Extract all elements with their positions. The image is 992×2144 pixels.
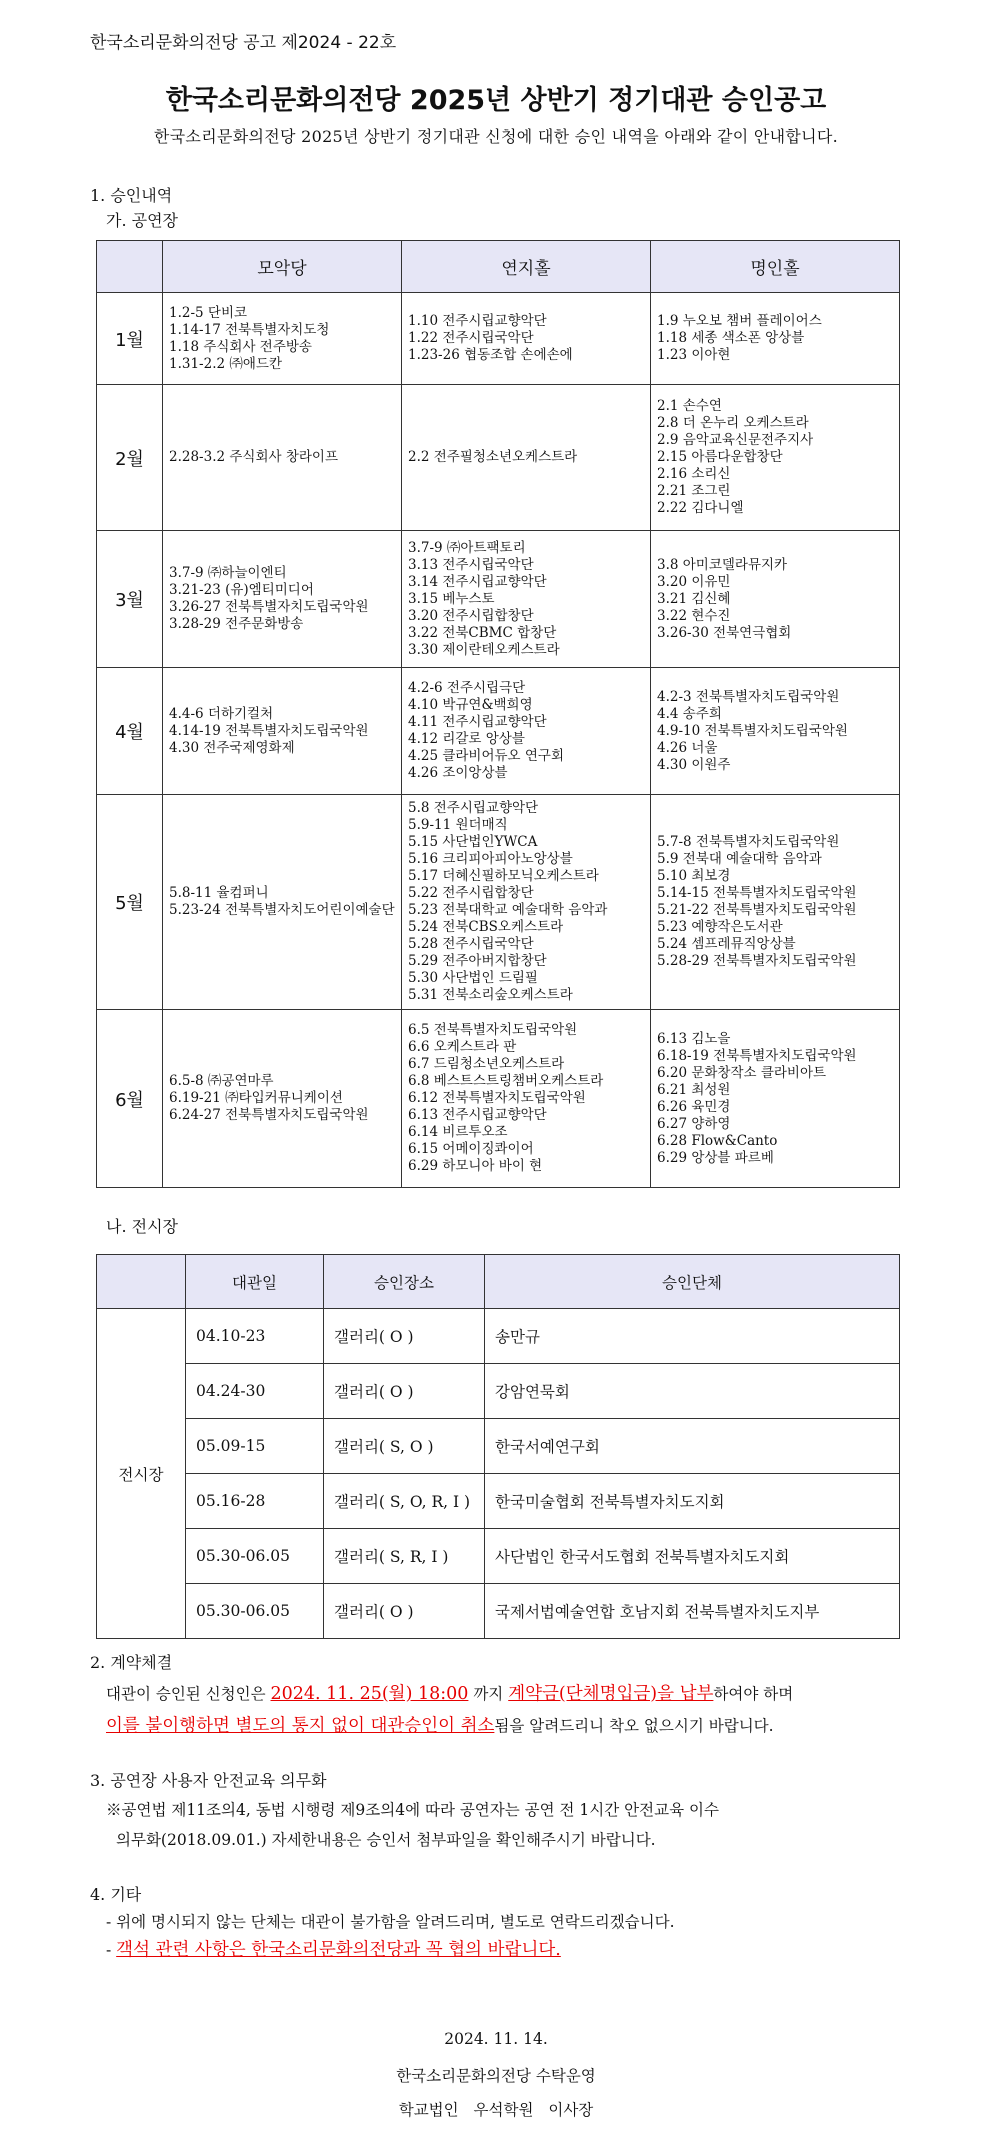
exhibition-place: 갤러리( O ) — [324, 1309, 485, 1364]
exhibition-place: 갤러리( O ) — [324, 1364, 485, 1419]
schedule-entry: 3.20 전주시립합창단 — [408, 607, 534, 624]
table-row — [97, 1309, 900, 1364]
schedule-cell-myeongin — [651, 293, 900, 385]
schedule-cell-moak — [163, 795, 402, 1010]
schedule-entry: 6.13 전주시립교향악단 — [408, 1107, 547, 1123]
schedule-entry: 3.15 베누스토 — [408, 590, 495, 607]
schedule-entry: 6.8 베스트스트링챔버오케스트라 — [408, 1073, 604, 1089]
schedule-entry: 6.26 육민경 — [657, 1098, 731, 1115]
misc-dash: - — [106, 1941, 117, 1959]
schedule-entry: 5.7-8 전북특별자치도립국악원 — [657, 834, 840, 850]
schedule-cell-yeonji — [402, 1010, 651, 1188]
schedule-cell-moak — [163, 531, 402, 668]
schedule-cell-myeongin — [651, 1010, 900, 1188]
schedule-entry: 1.2-5 단비코 — [169, 304, 248, 321]
schedule-entry: 5.16 크리피아피아노앙상블 — [408, 851, 573, 867]
month-label: 5월 — [97, 795, 163, 1010]
schedule-entry: 3.26-27 전북특별자치도립국악원 — [169, 599, 369, 615]
schedule-entry: 6.29 앙상블 파르베 — [657, 1149, 774, 1166]
schedule-entry: 5.31 전북소리숲오케스트라 — [408, 987, 573, 1003]
schedule-entry: 1.18 주식회사 전주방송 — [169, 338, 312, 355]
column-header: 모악당 — [163, 241, 402, 293]
schedule-entry: 2.9 음악교육신문전주지사 — [657, 432, 814, 448]
section2-heading: 2. 계약체결 — [90, 1653, 173, 1672]
table-row — [97, 1474, 900, 1529]
contract-deadline: 2024. 11. 25(월) 18:00 — [270, 1684, 469, 1704]
month-label: 1월 — [97, 293, 163, 385]
schedule-entry: 5.28-29 전북특별자치도립국악원 — [657, 953, 857, 969]
schedule-entry: 5.9 전북대 예술대학 음악과 — [657, 851, 822, 867]
schedule-entry: 5.23-24 전북특별자치도어린이예술단 — [169, 902, 395, 918]
column-header: 연지홀 — [402, 241, 651, 293]
schedule-entry: 3.22 현수진 — [657, 607, 731, 624]
performance-hall-table — [96, 240, 900, 1188]
schedule-entry: 5.9-11 원더매직 — [408, 817, 508, 833]
schedule-entry: 4.2-6 전주시립극단 — [408, 680, 526, 696]
schedule-entry: 2.1 손수연 — [657, 398, 722, 414]
schedule-entry: 6.5-8 ㈜공연마루 — [169, 1073, 274, 1089]
schedule-entry: 6.13 김노을 — [657, 1030, 731, 1047]
table-header-row — [97, 241, 900, 293]
table-row — [97, 1529, 900, 1584]
contract-text: 대관이 승인된 신청인은 — [106, 1685, 271, 1703]
schedule-entry: 6.28 Flow&Canto — [657, 1132, 778, 1149]
schedule-entry: 1.14-17 전북특별자치도청 — [169, 321, 330, 338]
schedule-entry: 5.22 전주시립합창단 — [408, 885, 534, 901]
footer-date: 2024. 11. 14. — [444, 2030, 548, 2048]
schedule-entry: 5.15 사단법인YWCA — [408, 834, 538, 850]
schedule-entry: 6.20 문화창작소 클라비아트 — [657, 1064, 827, 1081]
schedule-entry: 4.11 전주시립교향악단 — [408, 714, 547, 730]
month-label: 3월 — [97, 531, 163, 668]
schedule-entry: 4.12 리갈로 앙상블 — [408, 731, 525, 747]
schedule-entry: 5.28 전주시립국악단 — [408, 936, 534, 952]
schedule-entry: 4.26 너울 — [657, 739, 718, 756]
exhibition-place: 갤러리( S, R, I ) — [324, 1529, 485, 1584]
schedule-entry: 2.22 김다니엘 — [657, 500, 744, 516]
corner-cell — [97, 1255, 186, 1309]
table-row — [97, 293, 900, 385]
schedule-cell-moak — [163, 293, 402, 385]
exhibition-org: 한국미술협회 전북특별자치도지회 — [485, 1474, 900, 1529]
schedule-entry: 6.24-27 전북특별자치도립국악원 — [169, 1107, 369, 1123]
schedule-entry: 1.23 이아현 — [657, 347, 731, 363]
schedule-entry: 4.26 조이앙상블 — [408, 765, 508, 781]
table-row — [97, 531, 900, 668]
exhibition-date: 04.10-23 — [186, 1309, 324, 1364]
schedule-cell-yeonji — [402, 293, 651, 385]
schedule-entry: 3.20 이유민 — [657, 573, 731, 590]
schedule-entry: 4.25 클라비어듀오 연구회 — [408, 748, 565, 764]
contract-text: 까지 — [468, 1685, 509, 1703]
schedule-entry: 6.27 양하영 — [657, 1115, 731, 1132]
exhibition-org: 송만규 — [485, 1309, 900, 1364]
month-label: 4월 — [97, 668, 163, 795]
schedule-entry: 1.31-2.2 ㈜애드칸 — [169, 355, 283, 372]
month-label: 6월 — [97, 1010, 163, 1188]
exhibition-org: 한국서예연구회 — [485, 1419, 900, 1474]
exhibition-label: 전시장 — [97, 1309, 186, 1639]
exhibition-date: 05.30-06.05 — [186, 1584, 324, 1639]
exhibition-table — [96, 1254, 900, 1639]
schedule-entry: 6.18-19 전북특별자치도립국악원 — [657, 1047, 857, 1064]
misc-line-2 — [106, 1936, 561, 1961]
schedule-entry: 5.17 더혜신필하모닉오케스트라 — [408, 868, 599, 884]
contract-payment: 계약금(단체명입금)을 납부 — [508, 1684, 714, 1704]
schedule-cell-yeonji — [402, 531, 651, 668]
schedule-entry: 1.23-26 협동조합 손에손에 — [408, 347, 573, 363]
schedule-entry: 5.14-15 전북특별자치도립국악원 — [657, 885, 857, 901]
contract-text: 됨을 알려드리니 착오 없으시기 바랍니다. — [494, 1717, 774, 1735]
schedule-entry: 4.4-6 더하기컬처 — [169, 705, 274, 722]
schedule-cell-moak — [163, 668, 402, 795]
exhibition-org: 국제서법예술연합 호남지회 전북특별자치도지부 — [485, 1584, 900, 1639]
page-subtitle: 한국소리문화의전당 2025년 상반기 정기대관 신청에 대한 승인 내역을 아래와 같이 안내합니다. — [153, 127, 839, 146]
schedule-cell-myeongin — [651, 385, 900, 531]
table-row — [97, 385, 900, 531]
schedule-cell-yeonji — [402, 385, 651, 531]
schedule-entry: 5.21-22 전북특별자치도립국악원 — [657, 902, 857, 918]
schedule-cell-myeongin — [651, 795, 900, 1010]
schedule-entry: 6.14 비르투오조 — [408, 1124, 508, 1140]
schedule-entry: 1.10 전주시립교향악단 — [408, 313, 547, 329]
schedule-entry: 5.24 셈프레뮤직앙상블 — [657, 936, 796, 952]
schedule-entry: 3.21-23 (유)엠티미디어 — [169, 582, 314, 598]
footer-org: 한국소리문화의전당 수탁운영 — [396, 2067, 596, 2085]
schedule-cell-moak — [163, 385, 402, 531]
section3-heading: 3. 공연장 사용자 안전교육 의무화 — [90, 1771, 327, 1790]
schedule-entry: 5.10 최보경 — [657, 868, 731, 884]
table-row — [97, 795, 900, 1010]
schedule-entry: 3.28-29 전주문화방송 — [169, 616, 304, 632]
schedule-entry: 5.30 사단법인 드림필 — [408, 970, 538, 986]
schedule-cell-moak — [163, 1010, 402, 1188]
column-header: 명인홀 — [651, 241, 900, 293]
contract-line-1 — [106, 1680, 793, 1705]
exhibition-date: 05.09-15 — [186, 1419, 324, 1474]
schedule-entry: 6.19-21 ㈜타입커뮤니케이션 — [169, 1090, 343, 1106]
schedule-entry: 4.4 송주희 — [657, 705, 722, 722]
column-header: 승인장소 — [324, 1255, 485, 1309]
schedule-entry: 1.18 세종 색소폰 앙상블 — [657, 330, 805, 346]
schedule-entry: 5.23 전북대학교 예술대학 음악과 — [408, 902, 608, 918]
schedule-entry: 6.21 최성원 — [657, 1081, 731, 1098]
schedule-entry: 4.14-19 전북특별자치도립국악원 — [169, 722, 369, 739]
schedule-entry: 3.8 아미코델라뮤지카 — [657, 556, 788, 573]
exhibition-org: 사단법인 한국서도협회 전북특별자치도지회 — [485, 1529, 900, 1584]
schedule-entry: 3.7-9 ㈜아트팩토리 — [408, 539, 526, 556]
misc-line-1: - 위에 명시되지 않는 단체는 대관이 불가함을 알려드리며, 별도로 연락드리겠습니다. — [106, 1913, 675, 1931]
table-row — [97, 1584, 900, 1639]
column-header: 대관일 — [186, 1255, 324, 1309]
schedule-entry: 2.2 전주필청소년오케스트라 — [408, 449, 578, 465]
table-row — [97, 668, 900, 795]
exhibition-org: 강암연묵회 — [485, 1364, 900, 1419]
exhibition-date: 05.16-28 — [186, 1474, 324, 1529]
exhibition-place: 갤러리( S, O ) — [324, 1419, 485, 1474]
section1-sub-a: 가. 공연장 — [106, 211, 178, 230]
schedule-entry: 6.15 어메이징콰이어 — [408, 1141, 534, 1157]
section4-heading: 4. 기타 — [90, 1885, 142, 1904]
schedule-entry: 2.28-3.2 주식회사 창라이프 — [169, 449, 338, 465]
schedule-entry: 3.13 전주시립국악단 — [408, 556, 534, 573]
schedule-cell-myeongin — [651, 531, 900, 668]
page-title: 한국소리문화의전당 2025년 상반기 정기대관 승인공고 — [165, 85, 827, 116]
schedule-entry: 2.16 소리신 — [657, 466, 731, 482]
contract-text: 하여야 하며 — [713, 1685, 794, 1703]
exhibition-date: 04.24-30 — [186, 1364, 324, 1419]
schedule-entry: 4.2-3 전북특별자치도립국악원 — [657, 688, 840, 705]
schedule-entry: 2.15 아름다운합창단 — [657, 449, 783, 465]
table-row — [97, 1419, 900, 1474]
schedule-entry: 5.29 전주아버지합창단 — [408, 953, 547, 969]
schedule-entry: 5.8-11 율컴퍼니 — [169, 885, 269, 901]
schedule-cell-yeonji — [402, 795, 651, 1010]
schedule-entry: 6.7 드림청소년오케스트라 — [408, 1056, 565, 1072]
schedule-entry: 4.30 전주국제영화제 — [169, 739, 295, 756]
corner-cell — [97, 241, 163, 293]
schedule-entry: 3.22 전북CBMC 합창단 — [408, 624, 557, 641]
schedule-entry: 6.12 전북특별자치도립국악원 — [408, 1090, 586, 1106]
schedule-entry: 3.26-30 전북연극협회 — [657, 624, 792, 641]
schedule-entry: 1.9 누오보 챔버 플레이어스 — [657, 313, 822, 329]
schedule-cell-myeongin — [651, 668, 900, 795]
misc-warning: 객석 관련 사항은 한국소리문화의전당과 꼭 협의 바랍니다. — [116, 1940, 561, 1960]
schedule-entry: 5.24 전북CBS오케스트라 — [408, 919, 564, 935]
exhibition-place: 갤러리( S, O, R, I ) — [324, 1474, 485, 1529]
schedule-entry: 2.21 조그린 — [657, 483, 731, 499]
document-number: 한국소리문화의전당 공고 제2024 - 22호 — [90, 33, 397, 53]
schedule-entry: 4.30 이원주 — [657, 756, 731, 773]
schedule-entry: 4.10 박규연&백희영 — [408, 697, 533, 713]
contract-line-2 — [106, 1712, 774, 1737]
table-row — [97, 1364, 900, 1419]
schedule-cell-yeonji — [402, 668, 651, 795]
schedule-entry: 4.9-10 전북특별자치도립국악원 — [657, 722, 848, 739]
schedule-entry: 6.29 하모니아 바이 현 — [408, 1158, 543, 1174]
exhibition-date: 05.30-06.05 — [186, 1529, 324, 1584]
contract-warning: 이를 불이행하면 별도의 통지 없이 대관승인이 취소 — [106, 1716, 495, 1736]
schedule-entry: 5.8 전주시립교향악단 — [408, 800, 539, 816]
schedule-entry: 6.5 전북특별자치도립국악원 — [408, 1022, 578, 1038]
table-row — [97, 1010, 900, 1188]
schedule-entry: 3.30 제이란테오케스트라 — [408, 641, 560, 658]
section1-heading: 1. 승인내역 — [90, 186, 173, 205]
schedule-entry: 3.7-9 ㈜하늘이엔티 — [169, 565, 287, 581]
schedule-entry: 1.22 전주시립국악단 — [408, 330, 534, 346]
schedule-entry: 6.6 오케스트라 판 — [408, 1039, 517, 1055]
safety-line-1: ※공연법 제11조의4, 동법 시행령 제9조의4에 따라 공연자는 공연 전 1시간 안전교육 이수 — [106, 1801, 719, 1819]
month-label: 2월 — [97, 385, 163, 531]
table-header-row — [97, 1255, 900, 1309]
column-header: 승인단체 — [485, 1255, 900, 1309]
schedule-entry: 3.14 전주시립교향악단 — [408, 573, 547, 590]
footer-signer: 학교법인 우석학원 이사장 — [398, 2101, 594, 2119]
schedule-entry: 2.8 더 온누리 오케스트라 — [657, 415, 809, 431]
schedule-entry: 3.21 김신혜 — [657, 590, 731, 607]
exhibition-place: 갤러리( O ) — [324, 1584, 485, 1639]
safety-line-2: 의무화(2018.09.01.) 자세한내용은 승인서 첨부파일을 확인해주시기 바랍니다. — [116, 1831, 656, 1849]
schedule-entry: 5.23 예향작은도서관 — [657, 919, 783, 935]
section1-sub-b: 나. 전시장 — [106, 1217, 178, 1236]
